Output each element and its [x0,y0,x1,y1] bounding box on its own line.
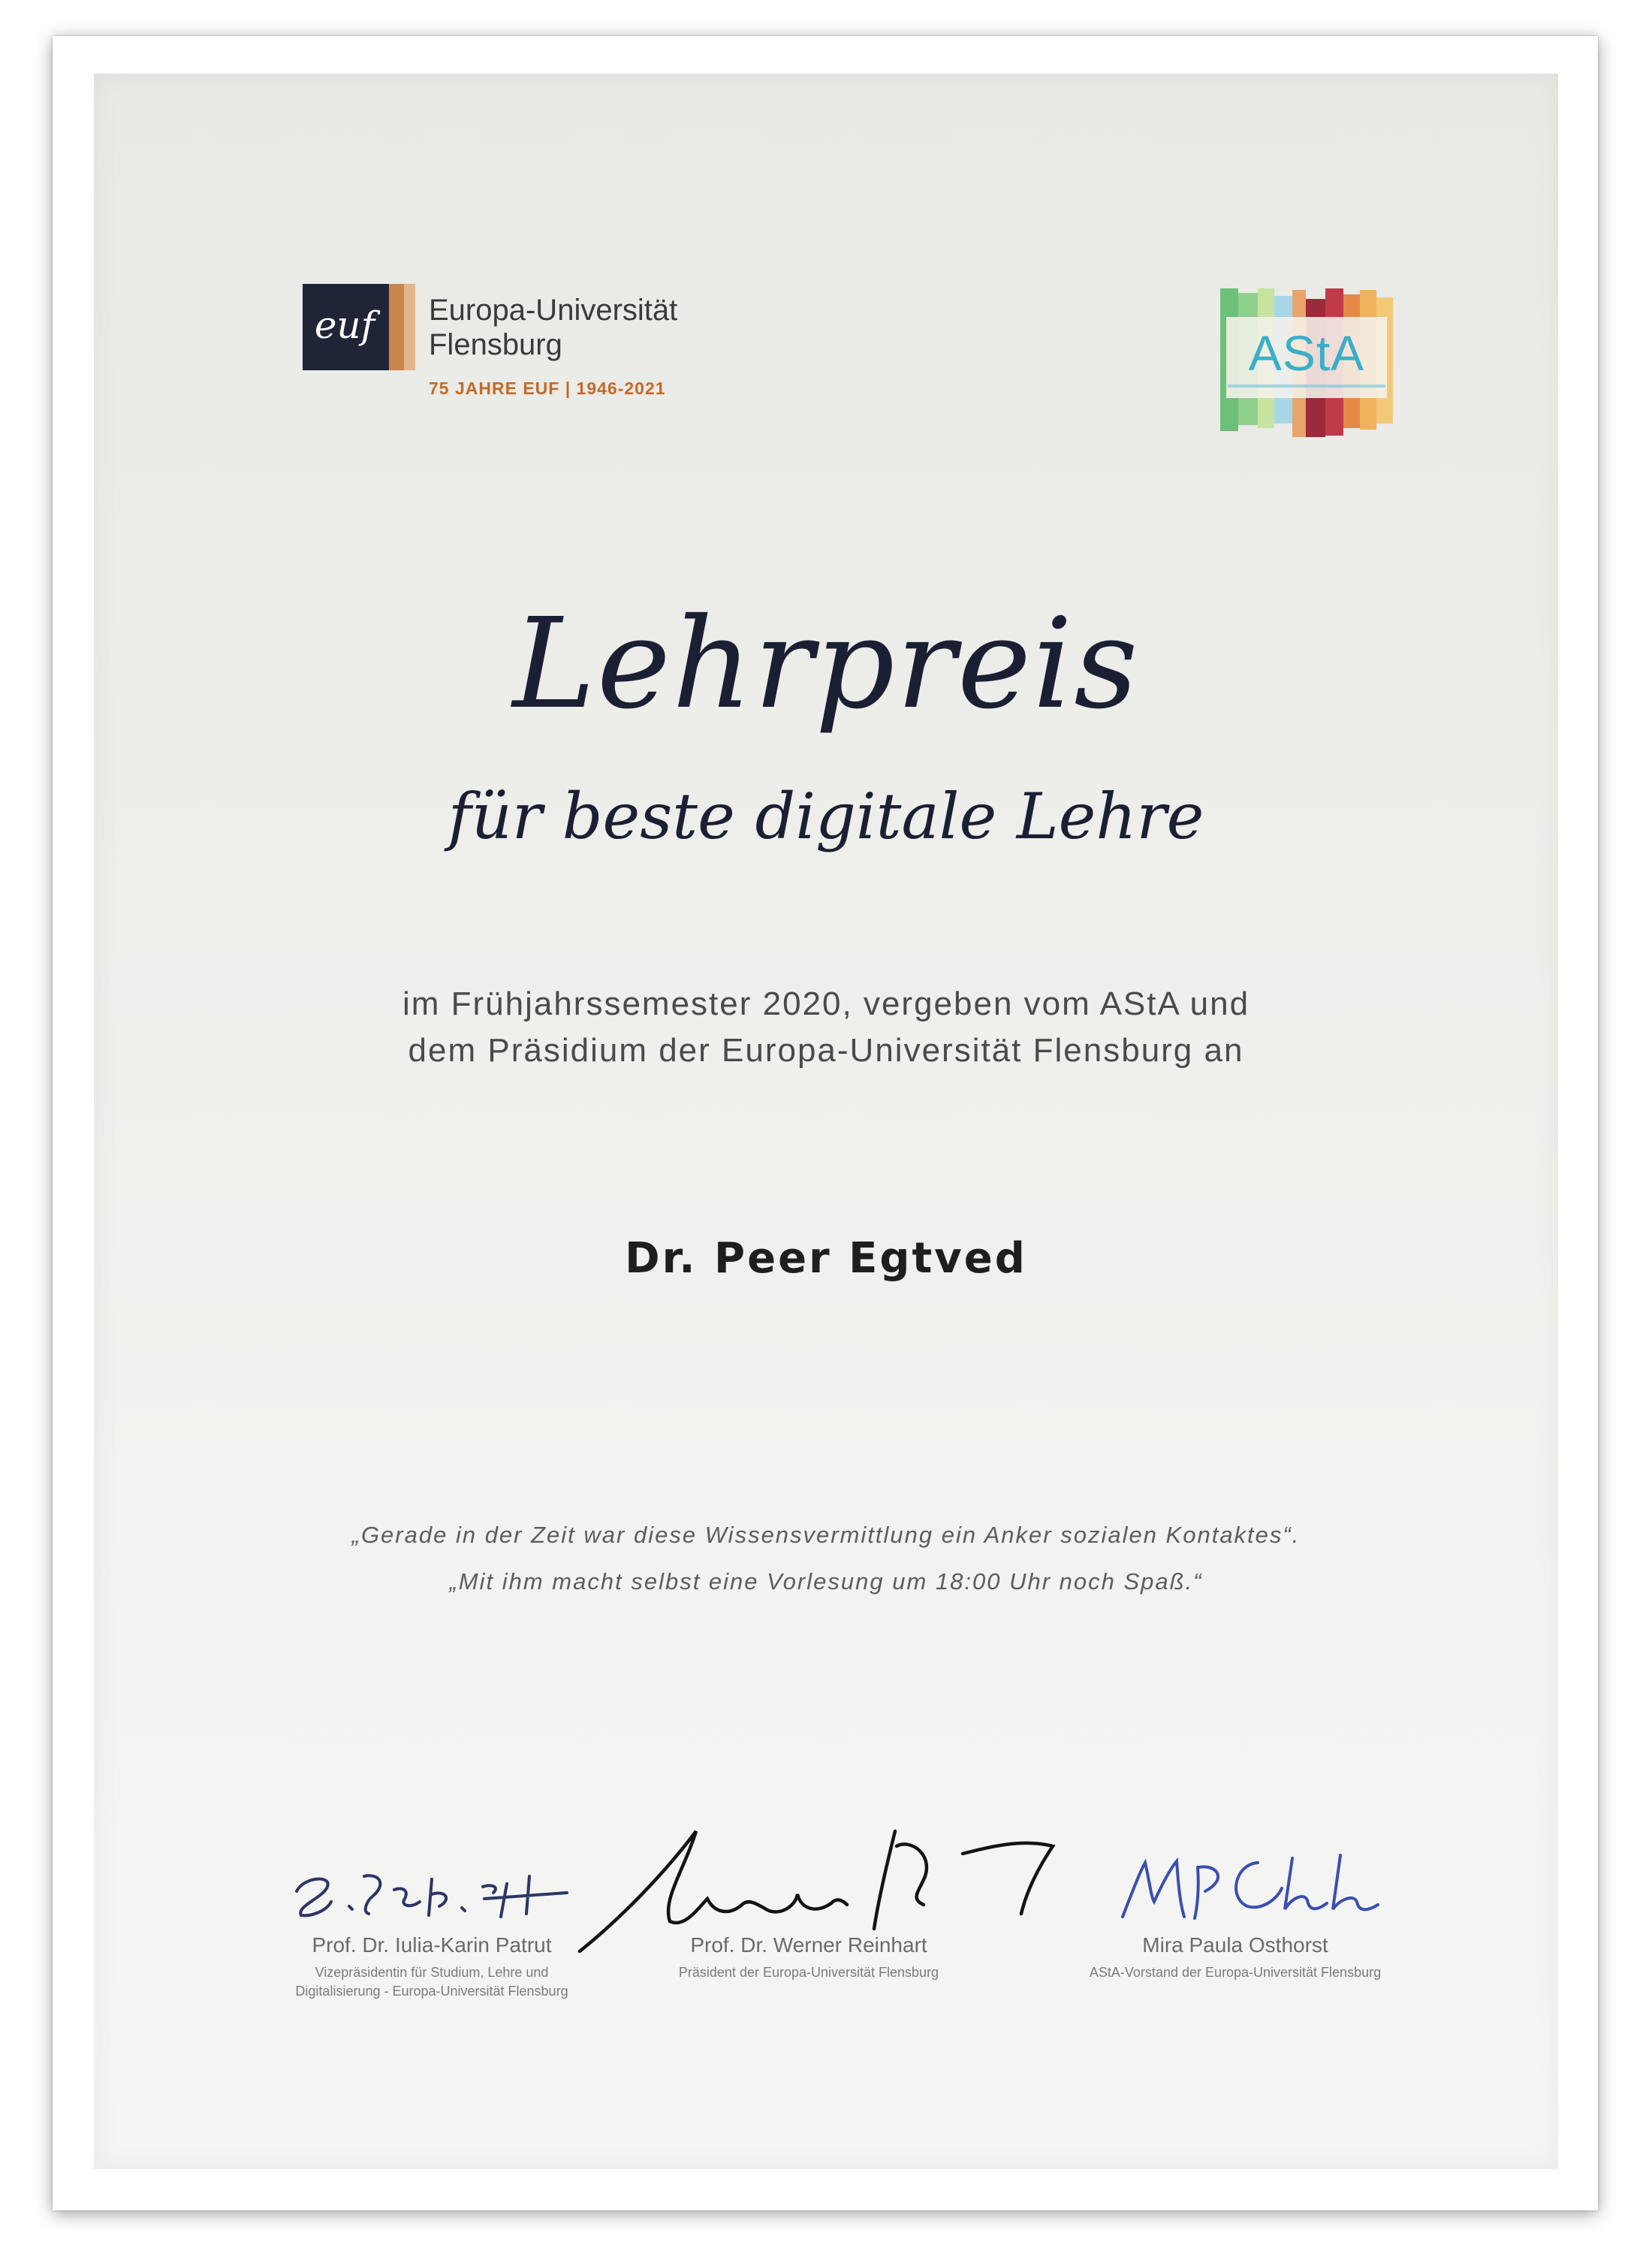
signature-osthorst [1115,1845,1385,1927]
euf-logo-mark [303,284,415,370]
award-description [94,981,1558,1074]
euf-logo [303,284,723,419]
signatory-role-patrut [237,1963,627,2001]
certificate-paper [94,74,1558,2169]
quote-2: „Mit ihm macht selbst eine Vorlesung um 18:00 Uhr noch Spaß.“ [449,1568,1203,1595]
university-name: Europa-Universität Flensburg [429,294,678,361]
asta-logo [1220,288,1393,439]
asta-logo-text: AStA [1248,325,1365,381]
quote-1: „Gerade in der Zeit war diese Wissensvermittlung ein Anker sozialen Kontaktes“. [351,1522,1301,1548]
signatory-role-osthorst [1040,1963,1430,1982]
jubilee-tagline: 75 JAHRE EUF | 1946-2021 [429,379,666,398]
signatory-role-patrut-line-2: Digitalisierung - Europa-Universität Flensburg [295,1984,568,1999]
euf-mark-text: euf [314,303,375,347]
signatory-role-reinhart-line-1: Präsident der Europa-Universität Flensburg [678,1965,939,1980]
signatory-name-patrut: Prof. Dr. Iulia-Karin Patrut [312,1933,552,1957]
asta-logo-underline [1228,385,1385,388]
recipient-name: Dr. Peer Egtved [625,1234,1027,1283]
award-description-line-2: dem Präsidium der Europa-Universität Flensburg an [408,1032,1244,1069]
signatory-name-osthorst: Mira Paula Osthorst [1142,1933,1328,1957]
signatory-role-patrut-line-1: Vizepräsidentin für Studium, Lehre und [315,1965,549,1980]
signatory-role-reinhart [613,1963,1004,1982]
certificate-subtitle: für beste digitale Lehre [448,780,1204,853]
certificate-title: Lehrpreis [512,592,1140,737]
signatory-name-reinhart: Prof. Dr. Werner Reinhart [690,1933,927,1957]
photo-frame [53,36,1598,2210]
signatory-role-osthorst-line-1: AStA-Vorstand der Europa-Universität Flensburg [1089,1965,1382,1980]
signature-patrut [282,1846,597,1929]
student-quotes [94,1512,1558,1605]
award-description-line-1: im Frühjahrssemester 2020, vergeben vom AStA und [402,985,1250,1022]
